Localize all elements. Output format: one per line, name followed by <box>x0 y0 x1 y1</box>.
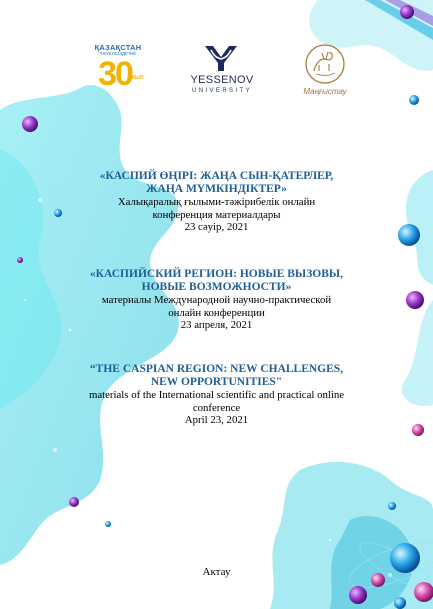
yessenov-logo-sub: UNIVERSITY <box>191 88 252 94</box>
title-en-line-2: NEW OPPORTUNITIES" <box>150 376 283 388</box>
date-ru: 23 апреля, 2021 <box>180 319 253 331</box>
kazakhstan-30-logo-number: 30 <box>98 55 132 93</box>
subtitle-en-line-1: materials of the International scientific and practical online <box>88 389 345 401</box>
date-kz: 23 сәуір, 2021 <box>184 221 249 233</box>
subtitle-kz-line-1: Халықаралық ғылыми-тәжірибелік онлайн <box>117 196 316 208</box>
date-en: April 23, 2021 <box>184 414 249 426</box>
kazakhstan-30-logo-sub: ТӘУЕЛСІЗДІГІНЕ <box>99 51 137 56</box>
title-kz-line-1: «КАСПИЙ ӨҢІРІ: ЖАҢА СЫН-ҚАТЕРЛЕР, <box>99 170 334 182</box>
kazakhstan-30-logo-year: ЖЫЛ <box>130 75 144 81</box>
publication-city: Актау <box>202 566 231 578</box>
yessenov-logo-icon <box>203 44 239 72</box>
mangystau-logo-icon <box>302 43 348 85</box>
subtitle-en-line-2: conference <box>192 401 241 414</box>
section-kazakh <box>50 170 383 234</box>
subtitle-kz-line-2: конференция материалдары <box>152 208 281 221</box>
title-kz-line-2: ЖАҢА МҮМКІНДІКТЕР» <box>146 183 287 195</box>
section-russian <box>50 268 383 332</box>
logo-bar <box>0 0 433 110</box>
subtitle-ru-line-2: онлайн конференции <box>168 306 265 319</box>
title-ru-line-2: НОВЫЕ ВОЗМОЖНОСТИ» <box>141 281 292 293</box>
title-ru-line-1: «КАСПИЙСКИЙ РЕГИОН: НОВЫЕ ВЫЗОВЫ, <box>89 268 344 280</box>
title-en-line-1: “THE CASPIAN REGION: NEW CHALLENGES, <box>89 363 344 375</box>
yessenov-logo-name: YESSENOV <box>190 74 254 86</box>
subtitle-ru-line-1: материалы Международной научно-практической <box>101 294 332 306</box>
kazakhstan-30-logo-top: ҚАЗАҚСТАН <box>94 43 142 52</box>
mangystau-logo-name: Маңғыстау <box>303 87 347 96</box>
section-english <box>50 363 383 427</box>
